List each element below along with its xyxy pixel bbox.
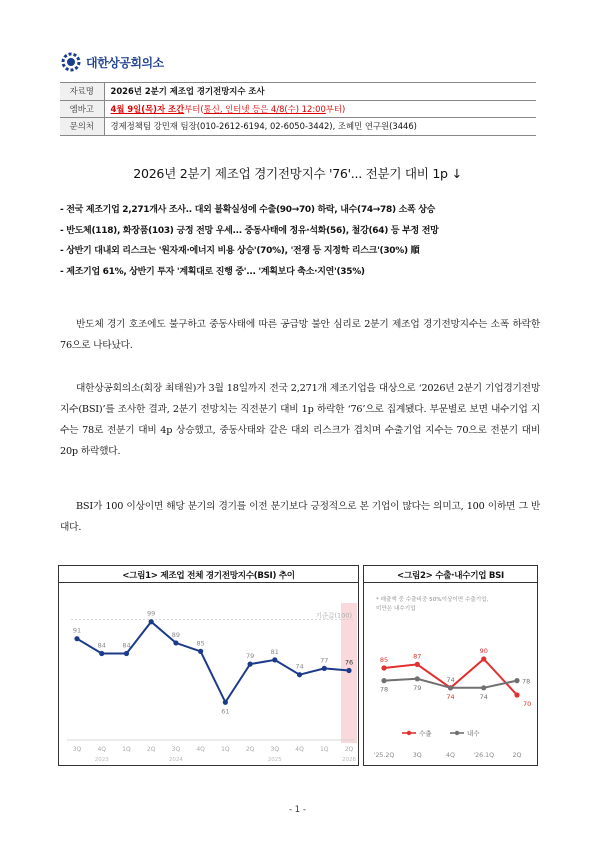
embargo-value — [104, 100, 536, 118]
bullet-item: - 제조기업 61%, 상반기 투자 '계획대로 진행 중'... '계획보다 축소·지연'(35%) — [60, 266, 365, 277]
bsi-point — [223, 700, 228, 705]
bsi-data-label: 84 — [97, 641, 106, 650]
bsi-data-label: 85 — [196, 639, 205, 648]
x-tick-label: 3Q — [412, 752, 422, 759]
domestic-point — [415, 676, 420, 681]
bullet-item: - 반도체(118), 화장품(103) 긍정 전망 우세... 중동사태에 정유·석화(56), 철강(64) 등 부정 전망 — [60, 225, 439, 236]
bullet-item: - 상반기 대내외 리스크는 '원자재·에너지 비용 상승'(70%), '전쟁 등 지정학 리스크'(30%) 順 — [60, 246, 420, 256]
body-paragraph: 대한상공회의소(회장 최태원)가 3월 18일까지 전국 2,271개 제조기업을 대상으로 ‘2026년 2분기 기업경기전망지수(BSI)’를 조사한 결과, 2분기 전망치는 직전분기 대비 1p 하락한 ‘76’으로 집계됐다. 부문별로 보면 내수기업 지수는 78로 전분기 대비 4p 상승했고, 중동사태와 같은 대외 리스크가 겹치며 수출기업 지수는 70으로 전분기 대비 20p 하락했다. — [60, 383, 540, 457]
bsi-point — [297, 672, 302, 677]
bsi-point — [99, 651, 104, 656]
contact-value: 경제정책팀 강민재 팀장(010-2612-6194, 02-6050-3442), 조혜민 연구원(3446) — [104, 118, 536, 136]
bsi-point — [322, 666, 327, 671]
bsi-series-line — [77, 622, 349, 703]
year-label: 2023 — [94, 757, 109, 763]
x-tick-label: 3Q — [171, 746, 181, 753]
chart1-title: <그림1> 제조업 전체 경기전망지수(BSI) 추이 — [122, 571, 295, 581]
export-data-label: 90 — [479, 647, 488, 655]
x-tick-label: 3Q — [72, 746, 82, 753]
bsi-data-label: 84 — [122, 641, 131, 650]
embargo-label: 엠바고 — [60, 100, 104, 118]
year-label: 2026 — [342, 757, 356, 763]
bsi-data-label: 91 — [72, 626, 82, 635]
x-tick-label: 1Q — [122, 746, 131, 753]
contact-row — [60, 118, 536, 136]
bsi-data-label: 76 — [344, 658, 354, 667]
bsi-point — [247, 662, 252, 667]
chart2-title: <그림2> 수출·내수기업 BSI — [397, 571, 504, 581]
contact-label: 문의처 — [60, 118, 104, 136]
x-tick-label: 4Q — [196, 746, 205, 753]
domestic-data-label: 78 — [379, 685, 389, 694]
bsi-data-label: 79 — [245, 652, 255, 661]
export-data-label: 74 — [446, 692, 455, 701]
chamber-logo-icon — [60, 51, 82, 73]
year-label: 2025 — [267, 757, 282, 763]
bsi-point — [198, 649, 203, 654]
export-data-label: 87 — [413, 652, 422, 661]
legend-swatch-dot — [407, 731, 411, 735]
x-tick-label: 3Q — [270, 746, 280, 753]
x-tick-label: 1Q — [221, 746, 230, 753]
subject-value: 2026년 2분기 제조업 경기전망지수 조사 — [104, 83, 536, 101]
domestic-point — [448, 685, 453, 690]
press-info-table — [60, 82, 536, 136]
logo-text: 대한상공회의소 — [86, 55, 164, 70]
x-tick-label: 4Q — [446, 752, 455, 759]
legend-label: 내수 — [467, 729, 480, 738]
bullet-item: - 전국 제조기업 2,271개사 조사.. 대외 불확실성에 수출(90→70) 하락, 내수(74→78) 소폭 상승 — [60, 205, 435, 215]
chart2-note-line: * 매출액 중 수출비중 50%이상이면 수출기업, — [376, 597, 489, 603]
domestic-point — [514, 678, 519, 683]
chart1-plot — [59, 583, 358, 765]
year-label: 2024 — [168, 757, 183, 763]
embargo-date: 4월 9일(목)자 조간 — [110, 103, 185, 114]
bsi-data-label: 99 — [147, 609, 156, 618]
bsi-data-label: 81 — [270, 647, 279, 656]
chart-bsi-trend — [58, 565, 359, 766]
embargo-tail: 부터) — [325, 103, 346, 114]
domestic-data-label: 78 — [522, 677, 531, 686]
page-number: - 1 - — [289, 805, 306, 815]
legend-swatch-dot — [455, 731, 459, 735]
summary-bullets — [60, 202, 540, 284]
domestic-data-label: 74 — [479, 692, 488, 701]
export-point — [415, 662, 420, 667]
bsi-data-label: 61 — [221, 707, 230, 716]
reference-label: 기준값(100) — [315, 611, 352, 620]
export-data-label: 85 — [379, 656, 389, 664]
bsi-point — [173, 640, 178, 645]
embargo-online: 통신, 인터넷 등은 4/8(수) 12:00 — [203, 103, 326, 114]
logo — [60, 50, 164, 74]
domestic-point — [481, 685, 486, 690]
legend-label: 수출 — [419, 729, 432, 738]
x-tick-label: 4Q — [295, 746, 304, 753]
x-tick-label: '25.2Q — [373, 752, 395, 759]
export-data-label: 70 — [523, 700, 532, 708]
chart-export-domestic — [363, 565, 538, 766]
body-paragraph: 반도체 경기 호조에도 불구하고 중동사태에 따른 공급망 불안 심리로 2분기 제조업 경기전망지수는 소폭 하락한 76으로 나타났다. — [60, 319, 540, 351]
chart2-note-line: 미만은 내수기업 — [376, 606, 416, 612]
embargo-row — [60, 100, 536, 118]
x-tick-label: 2Q — [146, 746, 156, 753]
x-tick-label: 2Q — [512, 752, 522, 759]
chart2-plot — [364, 583, 537, 765]
domestic-data-label: 79 — [413, 683, 422, 692]
x-tick-label: 2Q — [344, 746, 354, 753]
domestic-data-label: 74 — [446, 675, 455, 684]
bsi-data-label: 77 — [320, 656, 329, 665]
bsi-point — [124, 651, 129, 656]
subject-label: 자료명 — [60, 83, 104, 101]
embargo-suffix: 부터( — [184, 103, 204, 114]
body-paragraph: BSI가 100 이상이면 해당 분기의 경기를 이전 분기보다 긍정적으로 본 기업이 많다는 의미고, 100 이하면 그 반대다. — [60, 501, 540, 533]
export-point — [514, 692, 519, 697]
x-tick-label: 2Q — [245, 746, 255, 753]
domestic-point — [381, 678, 386, 683]
x-tick-label: 4Q — [97, 746, 107, 753]
export-point — [381, 665, 386, 670]
bsi-point — [272, 657, 277, 662]
bsi-point — [346, 668, 351, 673]
x-tick-label: '26.1Q — [473, 752, 495, 759]
export-point — [481, 656, 486, 661]
bsi-data-label: 74 — [295, 662, 304, 671]
bsi-point — [149, 619, 154, 624]
x-tick-label: 1Q — [319, 746, 329, 753]
subject-row — [60, 83, 536, 101]
press-title: 2026년 2분기 제조업 경기전망지수 '76'... 전분기 대비 1p ↓ — [133, 166, 462, 181]
bsi-data-label: 89 — [171, 630, 181, 639]
bsi-point — [74, 636, 79, 641]
